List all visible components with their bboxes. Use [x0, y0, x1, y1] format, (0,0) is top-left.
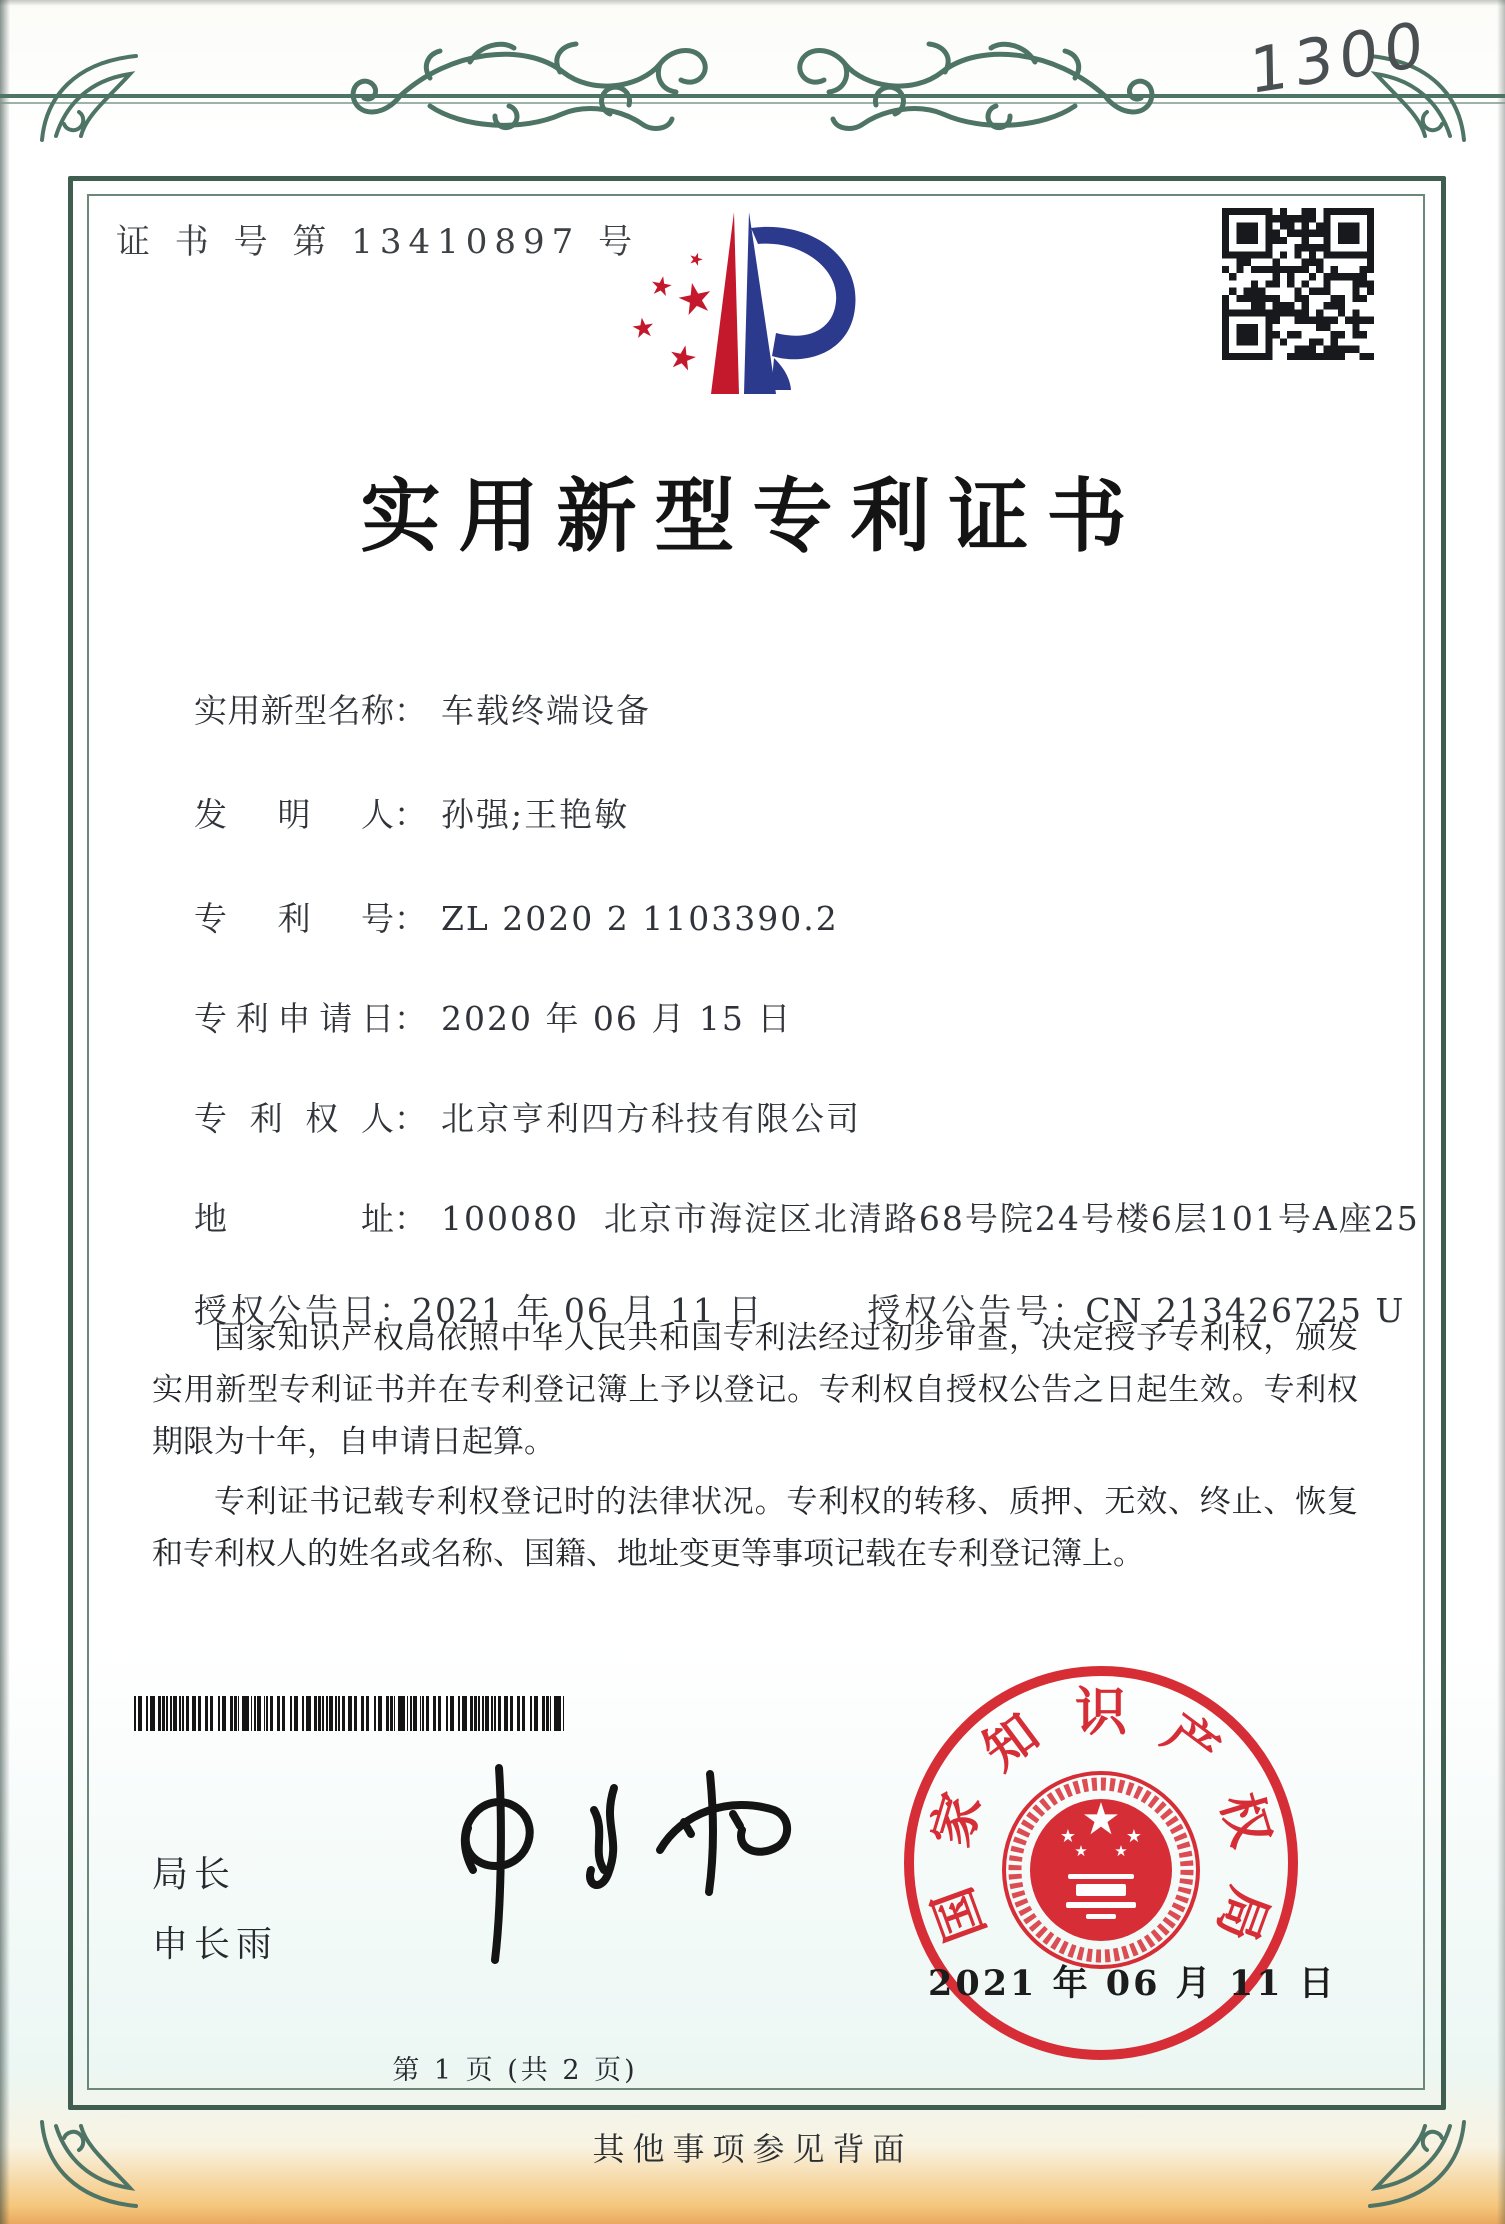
- certificate-number: 证 书 号 第 13410897 号: [116, 222, 640, 262]
- field-label: 地址: [193, 1199, 394, 1238]
- field-colon: ：: [1052, 1291, 1086, 1330]
- grant-date-value: 2021 年 06 月 11 日: [411, 1291, 764, 1330]
- field-label: 发明人: [193, 795, 394, 834]
- field-label: 专利权人: [193, 1099, 394, 1138]
- svg-text:★: ★: [647, 270, 676, 304]
- field-colon: ：: [393, 691, 427, 730]
- field-label: 专利申请日: [193, 999, 394, 1038]
- svg-text:★: ★: [685, 247, 707, 272]
- svg-text:知: 知: [972, 1703, 1051, 1783]
- field-value: ZL 2020 2 1103390.2: [440, 899, 839, 938]
- field-value: 2020 年 06 月 15 日: [440, 999, 793, 1038]
- field-value: 孙强;王艳敏: [440, 795, 630, 834]
- svg-text:★: ★: [629, 311, 658, 346]
- field-value: 北京亨利四方科技有限公司: [440, 1099, 861, 1138]
- certificate-title: 实用新型专利证书: [360, 469, 1145, 563]
- commissioner-title: 局长: [152, 1854, 237, 1895]
- barcode: [134, 1696, 564, 1731]
- scan-edge-right: [1497, 0, 1505, 2224]
- grant-no-value: CN 213426725 U: [1085, 1291, 1406, 1330]
- field-label: 实用新型名称: [193, 691, 394, 730]
- svg-text:局: 局: [1204, 1879, 1280, 1950]
- svg-text:★: ★: [1074, 1842, 1088, 1860]
- legal-text: [152, 1312, 1358, 1588]
- handwritten-note: 1300: [1248, 6, 1430, 109]
- national-emblem: [1004, 1773, 1198, 1967]
- svg-text:★: ★: [671, 270, 719, 327]
- grant-no-label: 授权公告号: [867, 1291, 1053, 1330]
- field-colon: ：: [378, 1291, 412, 1330]
- svg-text:★: ★: [664, 335, 702, 380]
- svg-text:★: ★: [1114, 1842, 1128, 1860]
- commissioner-signature: [378, 1752, 808, 1982]
- commissioner-name: 申长雨: [152, 1924, 279, 1965]
- svg-text:★: ★: [1125, 1826, 1143, 1847]
- svg-text:国: 国: [922, 1879, 998, 1950]
- back-side-note: 其他事项参见背面: [592, 2130, 913, 2168]
- legal-paragraph-2: 专利证书记载专利权登记时的法律状况。专利权的转移、质押、无效、终止、恢复和专利权人的姓名或名称、国籍、地址变更等事项记载在专利登记簿上。: [152, 1484, 1358, 1572]
- field-colon: ：: [393, 1099, 427, 1138]
- qr-code: [1222, 208, 1374, 360]
- corner-ornament-top-left: [34, 44, 144, 144]
- grant-date-label: 授权公告日: [193, 1291, 379, 1330]
- svg-text:权: 权: [1208, 1786, 1281, 1854]
- legal-paragraph-1: 国家知识产权局依照中华人民共和国专利法经过初步审查，决定授予专利权，颁发实用新型专利证书并在专利登记簿上予以登记。专利权自授权公告之日起生效。专利权期限为十年，自申请日起算。: [152, 1320, 1358, 1460]
- field-colon: ：: [393, 999, 427, 1038]
- seal-date: 2021 年 06 月 11 日: [928, 1963, 1337, 2004]
- svg-text:★: ★: [1059, 1826, 1077, 1847]
- svg-text:识: 识: [1074, 1683, 1128, 1743]
- scan-edge-top: [0, 0, 1505, 6]
- field-value: 车载终端设备: [440, 691, 651, 730]
- field-colon: ：: [393, 899, 427, 938]
- field-colon: ：: [393, 1199, 427, 1238]
- svg-text:产: 产: [1151, 1703, 1230, 1783]
- svg-text:★: ★: [1081, 1794, 1121, 1845]
- field-label: 专利号: [193, 899, 394, 938]
- page-number: 第 1 页 (共 2 页): [392, 2055, 638, 2086]
- field-colon: ：: [393, 795, 427, 834]
- cnipa-logo-icon: [598, 182, 950, 440]
- svg-text:家: 家: [921, 1786, 994, 1854]
- field-value: 100080 北京市海淀区北清路68号院24号楼6层101号A座25: [440, 1199, 1420, 1238]
- scan-edge-left: [0, 0, 10, 2224]
